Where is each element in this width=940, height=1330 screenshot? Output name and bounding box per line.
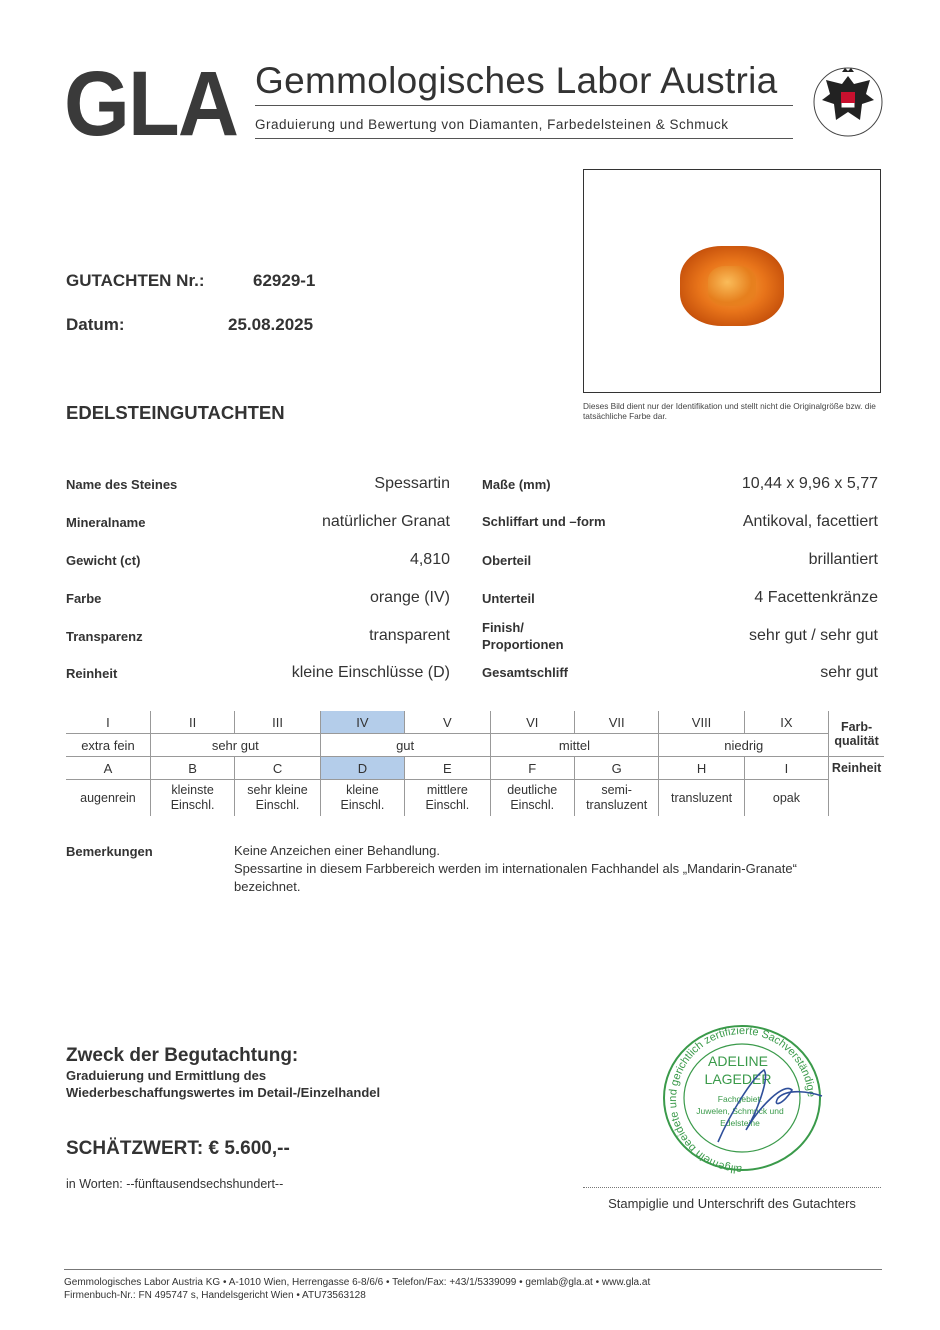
property-value: brillantiert xyxy=(808,551,878,568)
property-label: Oberteil xyxy=(482,553,532,568)
clarity-grade-row xyxy=(66,757,884,780)
color-group-cell: gut xyxy=(320,734,490,757)
stamp-name-last: LAGEDER xyxy=(704,1071,772,1087)
clarity-desc-line: Einschl. xyxy=(340,798,385,812)
clarity-desc-line: opak xyxy=(772,790,800,805)
property-label: Transparenz xyxy=(66,629,143,644)
color-grade-cell: IX xyxy=(744,711,828,734)
color-group-cell: extra fein xyxy=(66,734,150,757)
property-value: Spessartin xyxy=(374,475,450,492)
property-value: sehr gut xyxy=(820,664,878,681)
color-grade-cell: VI xyxy=(490,711,574,734)
gemstone-image xyxy=(680,246,784,326)
clarity-grade-cell: H xyxy=(659,757,744,780)
clarity-grade-cell-selected: D xyxy=(320,757,404,780)
color-grade-cell: VII xyxy=(574,711,658,734)
clarity-desc-line: kleine xyxy=(346,783,379,797)
stamp-inner-text: Edelsteine xyxy=(720,1118,760,1128)
color-grade-cell: II xyxy=(150,711,234,734)
clarity-desc-cell xyxy=(320,780,404,817)
property-label: Unterteil xyxy=(482,591,535,606)
clarity-grade-cell: E xyxy=(405,757,490,780)
property-label: Reinheit xyxy=(66,666,118,681)
property-value: 10,44 x 9,96 x 5,77 xyxy=(741,475,878,492)
date-label: Datum: xyxy=(66,315,125,334)
photo-caption: Dieses Bild dient nur der Identifikation und stellt nicht die Originalgröße bzw. die tatsächliche Farbe dar. xyxy=(583,401,876,421)
property-value: natürlicher Granat xyxy=(321,513,450,530)
clarity-grade-cell: F xyxy=(490,757,574,780)
clarity-desc-line: Einschl. xyxy=(170,798,215,812)
clarity-grade-cell: A xyxy=(66,757,150,780)
clarity-desc-line: semi- xyxy=(601,783,632,797)
valuation-in-words: in Worten: --fünftausendsechshundert-- xyxy=(66,1177,284,1191)
clarity-grade-cell: B xyxy=(150,757,234,780)
remarks-line: Spessartine in diesem Farbbereich werden im internationalen Fachhandel als „Mandarin-Granate“ xyxy=(234,861,797,876)
clarity-desc-cell xyxy=(405,780,490,817)
certificate-number: 62929-1 xyxy=(253,271,316,290)
color-grade-cell: III xyxy=(235,711,320,734)
footer xyxy=(64,1276,650,1302)
clarity-desc-line: Einschl. xyxy=(510,798,555,812)
clarity-desc-line: Einschl. xyxy=(425,798,470,812)
header-divider-bottom xyxy=(255,138,793,139)
remarks-label: Bemerkungen xyxy=(66,844,153,859)
property-value: 4,810 xyxy=(409,551,450,568)
property-value: 4 Facettenkränze xyxy=(754,589,878,606)
remarks-line: Keine Anzeichen einer Behandlung. xyxy=(234,843,440,858)
clarity-desc-cell xyxy=(490,780,574,817)
certification-stamp xyxy=(660,1018,824,1174)
clarity-grade-cell: G xyxy=(574,757,658,780)
color-group-cell: mittel xyxy=(490,734,659,757)
clarity-desc-row xyxy=(66,780,884,817)
clarity-desc-line: kleinste xyxy=(171,783,214,797)
gla-logo: GLA xyxy=(64,53,238,155)
property-label: Finish/ xyxy=(482,620,524,635)
property-value: sehr gut / sehr gut xyxy=(749,627,878,644)
header-divider xyxy=(255,105,793,106)
clarity-desc-line: deutliche xyxy=(507,783,558,797)
stamp-inner-text: Juwelen, Schmuck und xyxy=(696,1106,784,1116)
property-value: Antikoval, facettiert xyxy=(742,513,878,530)
date-value: 25.08.2025 xyxy=(228,315,314,334)
certificate-number-label: GUTACHTEN Nr.: xyxy=(66,271,205,290)
property-label: Maße (mm) xyxy=(482,477,551,492)
property-value: orange (IV) xyxy=(369,589,450,606)
clarity-desc-cell xyxy=(150,780,234,817)
clarity-desc-line: transluzent xyxy=(670,790,733,805)
clarity-desc-line: Einschl. xyxy=(255,798,300,812)
lab-name: Gemmologisches Labor Austria xyxy=(255,60,778,101)
gemstone-photo-frame xyxy=(583,169,881,393)
color-quality-label xyxy=(829,711,884,757)
clarity-label: Reinheit xyxy=(829,757,884,817)
property-label: Schliffart und –form xyxy=(482,514,606,529)
property-label: Name des Steines xyxy=(66,477,178,492)
property-label-line2: Proportionen xyxy=(482,637,564,652)
remarks-line: bezeichnet. xyxy=(234,879,301,894)
stamp-inner-text: Fachgebiet: xyxy=(717,1094,763,1104)
clarity-desc-cell xyxy=(744,780,828,817)
property-label: Mineralname xyxy=(66,515,146,530)
property-label: Gesamtschliff xyxy=(482,665,568,680)
clarity-desc-line: sehr kleine xyxy=(247,783,308,797)
clarity-desc-line: transluzent xyxy=(586,798,648,812)
clarity-desc-cell xyxy=(574,780,658,817)
lab-subtitle: Graduierung und Bewertung von Diamanten, Farbedelsteinen & Schmuck xyxy=(255,117,729,132)
footer-line: Firmenbuch-Nr.: FN 495747 s, Handelsgericht Wien • ATU73563128 xyxy=(64,1290,366,1301)
color-quality-label-line1: Farb- xyxy=(840,719,873,734)
color-grade-cell-selected: IV xyxy=(320,711,404,734)
signature-caption: Stampiglie und Unterschrift des Gutachters xyxy=(608,1196,856,1211)
color-quality-label-line2: qualität xyxy=(834,733,879,748)
color-group-row xyxy=(66,734,884,757)
property-label: Farbe xyxy=(66,591,102,606)
clarity-desc-line: augenrein xyxy=(80,790,136,805)
austrian-eagle-icon xyxy=(812,62,884,142)
clarity-grade-cell: I xyxy=(744,757,828,780)
purpose-line: Graduierung und Ermittlung des xyxy=(66,1068,267,1083)
clarity-desc-cell xyxy=(235,780,320,817)
property-label: Gewicht (ct) xyxy=(66,553,141,568)
valuation-amount: € 5.600,-- xyxy=(208,1138,290,1159)
color-group-cell: sehr gut xyxy=(150,734,320,757)
document-type: EDELSTEINGUTACHTEN xyxy=(66,402,285,423)
valuation-label: SCHÄTZWERT: xyxy=(66,1138,204,1159)
stamp-ring-text: allgemein beeidete und gerichtlich zertifizierte Sachverständige xyxy=(667,1024,818,1174)
color-grade-cell: I xyxy=(106,714,110,730)
valuation xyxy=(66,1138,290,1160)
property-value: transparent xyxy=(369,627,450,644)
signature-line xyxy=(583,1187,881,1188)
color-grade-row xyxy=(66,711,884,734)
stamp-name-first: ADELINE xyxy=(708,1053,768,1069)
property-value: kleine Einschlüsse (D) xyxy=(291,664,450,681)
color-group-cell: niedrig xyxy=(659,734,829,757)
clarity-desc-line: mittlere xyxy=(426,783,468,797)
clarity-desc-cell xyxy=(659,780,744,817)
remarks-text xyxy=(234,842,874,896)
footer-line: Gemmologisches Labor Austria KG • A-1010 Wien, Herrengasse 6-8/6/6 • Telefon/Fax: +43/1/5339099 • gemlab@gla.at • www.gla.at xyxy=(64,1277,651,1288)
color-grade-cell: V xyxy=(405,711,490,734)
clarity-grade-cell: C xyxy=(235,757,320,780)
clarity-desc-cell xyxy=(66,780,150,817)
color-grade-cell: VIII xyxy=(659,711,744,734)
purpose-title: Zweck der Begutachtung: xyxy=(66,1045,299,1066)
grading-table xyxy=(66,711,884,816)
footer-divider xyxy=(64,1269,882,1270)
purpose-line: Wiederbeschaffungswertes im Detail-/Einzelhandel xyxy=(66,1085,381,1100)
